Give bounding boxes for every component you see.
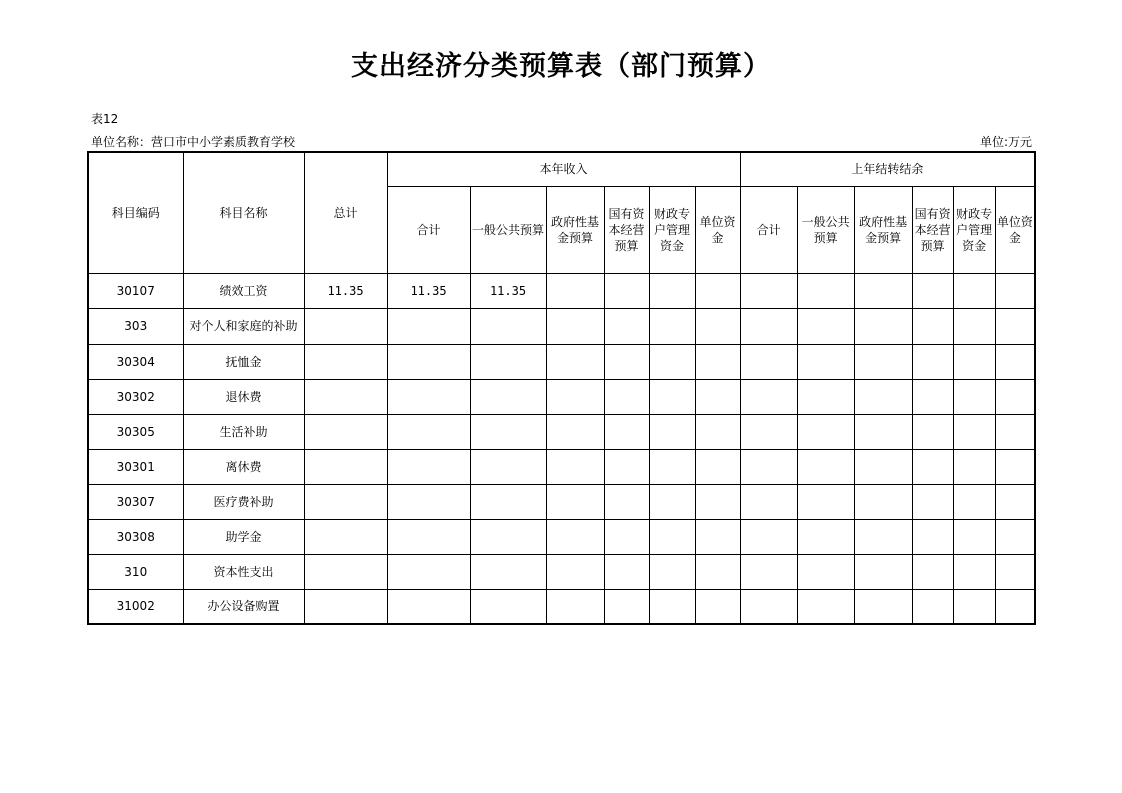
row-code: 31002: [88, 589, 183, 624]
row-current-general: [470, 414, 546, 449]
row-current-general: [470, 554, 546, 589]
row-total: [304, 449, 387, 484]
row-current-general: [470, 449, 546, 484]
row-current-total: [387, 414, 470, 449]
row-code: 30301: [88, 449, 183, 484]
row-name: 抚恤金: [183, 344, 304, 379]
row-current-total: [387, 449, 470, 484]
page-title: 支出经济分类预算表（部门预算）: [351, 51, 771, 82]
table-row: [88, 379, 1035, 414]
row-total: [304, 344, 387, 379]
table-number: 表12: [91, 112, 119, 126]
row-current-total: [387, 344, 470, 379]
row-current-total: [387, 519, 470, 554]
row-current-general: [470, 379, 546, 414]
unit-name: 单位名称：营口市中小学素质教育学校: [91, 135, 296, 149]
row-current-general: [470, 308, 546, 344]
table-row: [88, 589, 1035, 624]
header-code: 科目编码: [88, 152, 183, 273]
header-last-general: 一般公共预算: [797, 186, 854, 273]
header-last-state: 国有资本经营预算: [912, 186, 953, 273]
budget-table: [87, 151, 1036, 625]
row-total: [304, 519, 387, 554]
row-current-total: [387, 484, 470, 519]
row-current-total: [387, 554, 470, 589]
header-row-1: [88, 152, 1035, 186]
header-last-unit: 单位资金: [995, 186, 1035, 273]
row-name: 医疗费补助: [183, 484, 304, 519]
header-current-special: 财政专户管理资金: [649, 186, 695, 273]
row-current-total: [387, 308, 470, 344]
row-current-general: [470, 484, 546, 519]
row-name: 资本性支出: [183, 554, 304, 589]
header-last-fund: 政府性基金预算: [854, 186, 912, 273]
row-code: 303: [88, 308, 183, 344]
table-row: [88, 273, 1035, 308]
row-current-general: [470, 344, 546, 379]
header-current-state: 国有资本经营预算: [604, 186, 649, 273]
table-row: [88, 308, 1035, 344]
row-name: 助学金: [183, 519, 304, 554]
table-row: [88, 519, 1035, 554]
row-total: [304, 589, 387, 624]
row-total: [304, 308, 387, 344]
row-name: 离休费: [183, 449, 304, 484]
row-current-general: [470, 519, 546, 554]
row-code: 30302: [88, 379, 183, 414]
row-current-general: [470, 589, 546, 624]
table-row: [88, 449, 1035, 484]
row-code: 310: [88, 554, 183, 589]
header-total: 总计: [304, 152, 387, 273]
currency-unit: 单位:万元: [979, 135, 1032, 149]
row-name: 退休费: [183, 379, 304, 414]
header-current-unit: 单位资金: [695, 186, 740, 273]
row-code: 30308: [88, 519, 183, 554]
header-last-total: 合计: [740, 186, 797, 273]
row-code: 30304: [88, 344, 183, 379]
row-name: 办公设备购置: [183, 589, 304, 624]
row-current-total: 11.35: [387, 273, 470, 308]
table-row: [88, 414, 1035, 449]
row-name: 生活补助: [183, 414, 304, 449]
row-current-total: [387, 379, 470, 414]
row-name: 绩效工资: [183, 273, 304, 308]
row-total: [304, 484, 387, 519]
row-total: 11.35: [304, 273, 387, 308]
header-current-general: 一般公共预算: [470, 186, 546, 273]
header-current-fund: 政府性基金预算: [546, 186, 604, 273]
table-row: [88, 554, 1035, 589]
row-current-general: 11.35: [470, 273, 546, 308]
header-current-total: 合计: [387, 186, 470, 273]
row-name: 对个人和家庭的补助: [183, 308, 304, 344]
table-row: [88, 484, 1035, 519]
row-total: [304, 379, 387, 414]
header-name: 科目名称: [183, 152, 304, 273]
row-total: [304, 414, 387, 449]
table-row: [88, 344, 1035, 379]
row-code: 30305: [88, 414, 183, 449]
row-code: 30107: [88, 273, 183, 308]
header-last-year: 上年结转结余: [740, 152, 1035, 186]
row-total: [304, 554, 387, 589]
header-last-special: 财政专户管理资金: [953, 186, 995, 273]
row-current-total: [387, 589, 470, 624]
header-current-year: 本年收入: [387, 152, 740, 186]
row-code: 30307: [88, 484, 183, 519]
